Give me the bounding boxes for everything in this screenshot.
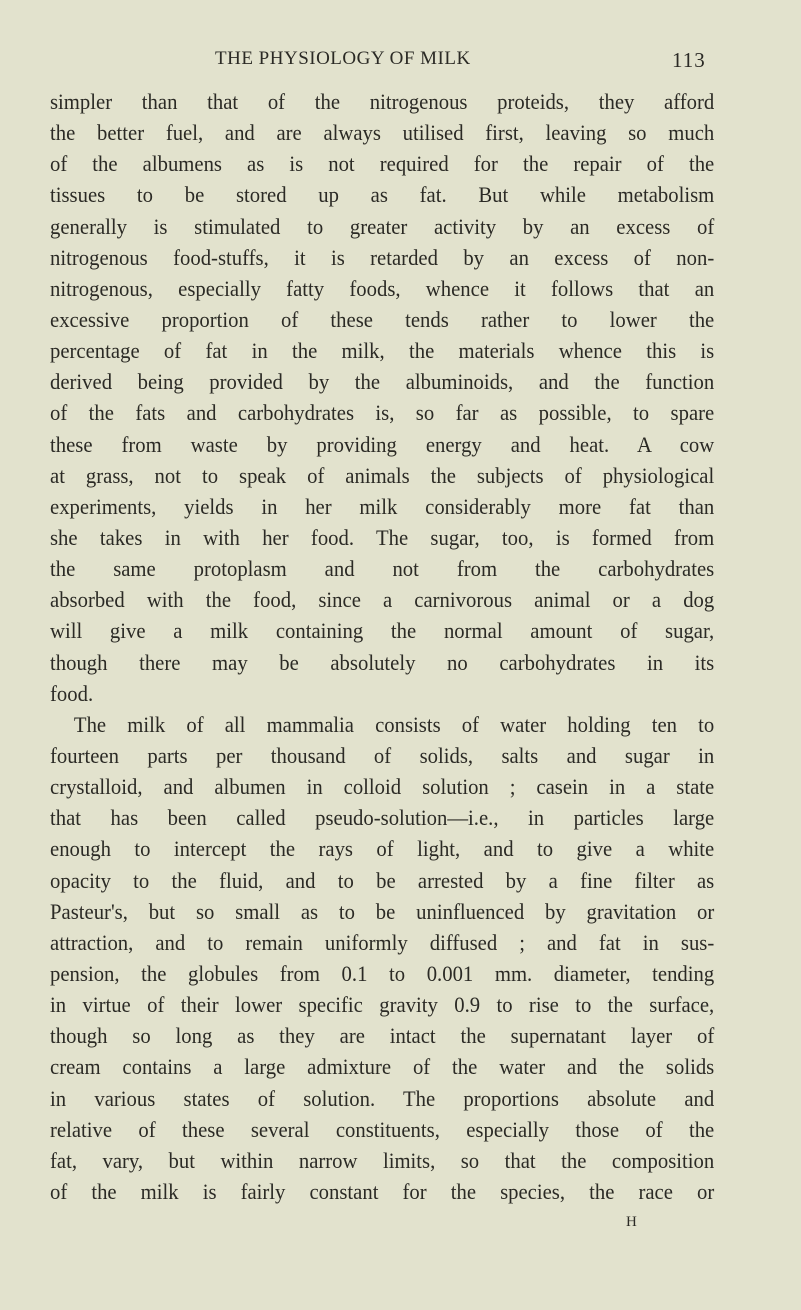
text-line: of the albumens as is not required for the repair of the: [50, 151, 715, 177]
text-line: cream contains a large admixture of the water and the solids: [50, 1054, 715, 1080]
text-line: tissues to be stored up as fat. But while metabolism: [50, 182, 715, 208]
text-line: derived being provided by the albuminoids, and the function: [50, 369, 715, 395]
text-line: that has been called pseudo-solution—i.e., in particles large: [50, 805, 715, 831]
text-line: Pasteur's, but so small as to be uninfluenced by gravitation or: [50, 898, 715, 924]
text-line: experiments, yields in her milk considerably more fat than: [50, 493, 715, 519]
text-line: of the fats and carbohydrates is, so far as possible, to spare: [50, 400, 715, 426]
text-line: enough to intercept the rays of light, and to give a white: [50, 836, 715, 862]
text-line: fourteen parts per thousand of solids, salts and sugar in: [50, 742, 715, 768]
paragraph-1: [50, 86, 714, 709]
paragraph-2: [50, 709, 714, 1207]
text-line: though there may be absolutely no carbohydrates in its: [50, 649, 715, 675]
signature-mark: H: [626, 1214, 637, 1230]
text-line: she takes in with her food. The sugar, too, is formed from: [50, 524, 715, 550]
text-line: at grass, not to speak of animals the subjects of physiological: [50, 462, 715, 488]
text-line: attraction, and to remain uniformly diffused ; and fat in sus-: [50, 929, 715, 955]
text-line: food.: [50, 680, 94, 706]
text-line: though so long as they are intact the supernatant layer of: [50, 1023, 715, 1049]
text-line: nitrogenous food-stuffs, it is retarded by an excess of non-: [50, 244, 715, 270]
text-line: generally is stimulated to greater activity by an excess of: [50, 213, 715, 239]
running-header: [0, 48, 801, 78]
text-line: absorbed with the food, since a carnivorous animal or a dog: [50, 587, 715, 613]
text-line: The milk of all mammalia consists of water holding ten to: [73, 711, 715, 737]
text-line: excessive proportion of these tends rather to lower the: [50, 306, 715, 332]
text-line: in virtue of their lower specific gravity 0.9 to rise to the surface,: [50, 992, 715, 1018]
text-line: pension, the globules from 0.1 to 0.001 mm. diameter, tending: [50, 960, 715, 986]
text-line: crystalloid, and albumen in colloid solution ; casein in a state: [50, 774, 715, 800]
text-line: will give a milk containing the normal amount of sugar,: [50, 618, 715, 644]
text-line: fat, vary, but within narrow limits, so that the composition: [50, 1147, 715, 1173]
text-line: these from waste by providing energy and heat. A cow: [50, 431, 715, 457]
page-number: 113: [672, 48, 706, 72]
text-line: the better fuel, and are always utilised first, leaving so much: [50, 120, 715, 146]
text-line: relative of these several constituents, especially those of the: [50, 1116, 715, 1142]
text-line: opacity to the fluid, and to be arrested by a fine filter as: [50, 867, 715, 893]
text-line: of the milk is fairly constant for the species, the race or: [50, 1178, 715, 1204]
text-line: in various states of solution. The proportions absolute and: [50, 1085, 715, 1111]
text-line: simpler than that of the nitrogenous proteids, they afford: [50, 89, 715, 114]
running-title: THE PHYSIOLOGY OF MILK: [215, 48, 471, 69]
text-line: nitrogenous, especially fatty foods, whence it follows that an: [50, 275, 715, 301]
text-line: the same protoplasm and not from the carbohydrates: [50, 556, 715, 582]
text-line: percentage of fat in the milk, the materials whence this is: [50, 338, 715, 364]
page-body: [50, 86, 714, 1207]
